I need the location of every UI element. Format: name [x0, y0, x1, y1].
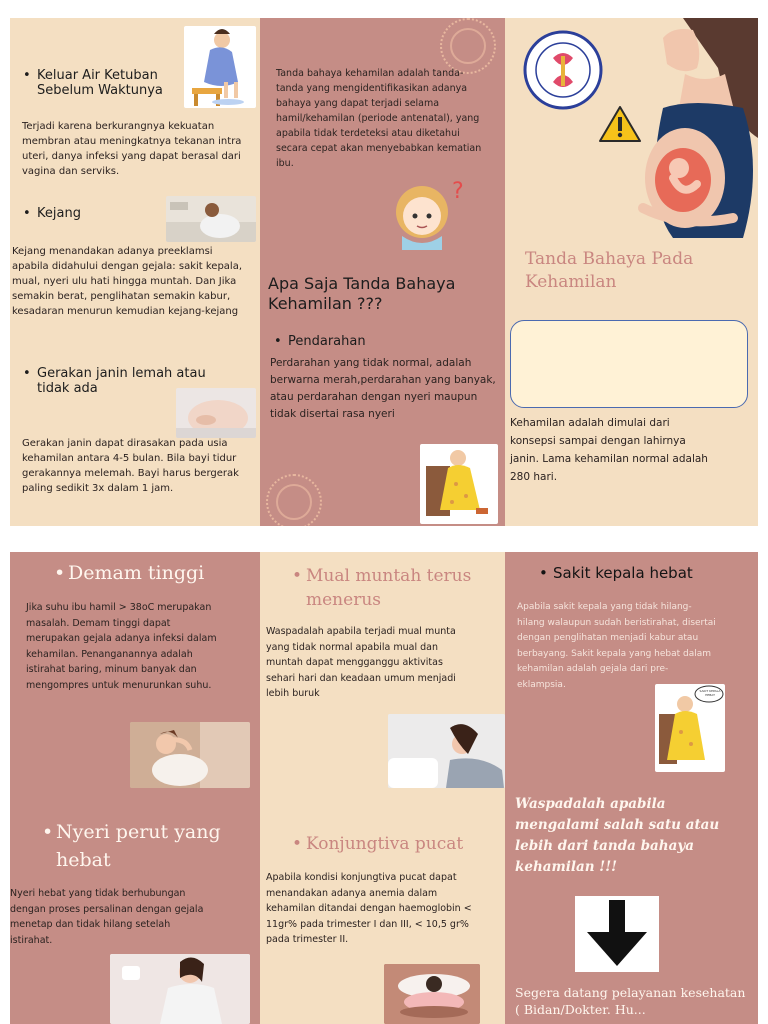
question-heading: Apa Saja Tanda Bahaya Kehamilan ???	[268, 274, 456, 313]
call-to-action: Segera datang pelayanan kesehatan ( Bidan/Dokter. Hu...	[515, 985, 746, 1017]
woman-headache-image	[655, 684, 725, 772]
warning-message: Waspadalah apabila mengalami salah satu atau lebih dari tanda bahaya kehamilan !!!	[515, 796, 720, 875]
down-arrow-icon	[575, 896, 659, 972]
heading-pale-conjunctiva: • Konjungtiva pucat	[306, 832, 502, 856]
heading-amniotic-leak: • Keluar Air Ketuban Sebelum Waktunya	[37, 68, 185, 98]
text-bleeding: Perdarahan yang tidak normal, adalah berwarna merah,perdarahan yang banyak, atau perdarahan dengan nyeri maupun tidak disertai rasa nyeri	[270, 357, 496, 420]
text-pale-conjunctiva: Apabila kondisi konjungtiva pucat dapat menandakan adanya anemia dalam kehamilan ditandai dengan haemoglobin < 11gr% pada trimester I dan III, < 10,5 gr% pada trimester II.	[266, 872, 472, 945]
heading-high-fever: • Demam tinggi	[68, 562, 254, 584]
panel-cover	[505, 18, 758, 526]
panel-danger-signs-3	[260, 552, 505, 1024]
heading-weak-fetal-movement: • Gerakan janin lemah atau tidak ada	[37, 366, 227, 396]
heading-severe-headache: • Sakit kepala hebat	[553, 564, 753, 582]
text-pregnancy-definition: Kehamilan adalah dimulai dari konsepsi sampai dengan lahirnya janin. Lama kehamilan normal adalah 280 hari.	[510, 417, 708, 483]
cover-text-box	[510, 320, 748, 408]
pale-conjunctiva-image	[384, 964, 480, 1024]
panel-introduction	[260, 18, 505, 526]
text-nausea-vomiting: Waspadalah apabila terjadi mual munta yang tidak normal apabila mual dan muntah dapat mengganggu aktivitas sehari hari dan keadaan umum menjadi lebih buruk	[266, 626, 456, 699]
brochure-inside	[10, 552, 758, 1024]
text-severe-abdominal-pain: Nyeri hebat yang tidak berhubungan dengan proses persalinan dengan gejala menetap dan tidak hilang setelah istirahat.	[10, 888, 204, 946]
heading-seizure: • Kejang	[37, 206, 157, 221]
woman-abdominal-pain-image	[110, 954, 250, 1024]
woman-seizure-image	[166, 196, 256, 242]
text-weak-fetal-movement: Gerakan janin dapat dirasakan pada usia kehamilan antara 4-5 bulan. Bila bayi tidur gerakannya melemah. Bayi harus bergerak paling sedikit 3x dalam 1 jam.	[22, 438, 239, 494]
headache-speech-bubble: SAKIT KEPALA HEBAT	[699, 689, 721, 697]
panel-danger-signs-1	[10, 18, 260, 526]
brochure-outside	[10, 18, 758, 526]
svg-text:?: ?	[452, 179, 464, 204]
flower-ornament-icon	[266, 474, 322, 526]
cover-title: Tanda Bahaya Pada Kehamilan	[525, 249, 694, 292]
sheet-separator	[10, 530, 758, 552]
panel-danger-signs-2	[10, 552, 260, 1024]
heading-nausea-vomiting: • Mual muntah terus menerus	[306, 564, 496, 612]
pregnant-woman-illustration	[623, 18, 758, 244]
text-seizure: Kejang menandakan adanya preeklamsi apabila didahului dengan gejala: sakit kepala, mual, nyeri ulu hati hingga muntah. Dan Jika semakin berat, penglihatan semakin kabur, kesadaran menurun kemudian kejang-kejang	[12, 246, 243, 317]
pregnant-belly-image	[176, 388, 256, 438]
institute-logo	[519, 28, 607, 112]
heading-bleeding: • Pendarahan	[288, 334, 408, 349]
text-definition: Tanda bahaya kehamilan adalah tanda-tanda yang mengidentifikasikan adanya bahaya yang dapat terjadi selama hamil/kehamilan (periode antenatal), yang apabila tidak terdeteksi atau diketahui secara cepat akan menyebabkan kematian ibu.	[276, 68, 482, 169]
woman-bleeding-image	[420, 444, 498, 524]
woman-vomiting-image	[388, 714, 505, 788]
text-high-fever: Jika suhu ibu hamil > 38oC merupakan masalah. Demam tinggi dapat merupakan gejala adanya infeksi dalam kehamilan. Penanganannya adalah istirahat baring, minum banyak dan mengompres untuk menurunkan suhu.	[26, 602, 217, 691]
text-severe-headache: Apabila sakit kepala yang tidak hilang-hilang walaupun sudah beristirahat, disertai dengan penglihatan menjadi kabur atau berbayang. Sakit kepala yang hebat dalam kehamilan adalah gejala dari pre-eklampsia.	[517, 602, 716, 690]
woman-fever-image	[130, 722, 250, 788]
heading-severe-abdominal-pain: • Nyeri perut yang hebat	[56, 818, 246, 874]
confused-girl-icon	[388, 176, 472, 250]
panel-danger-signs-4	[505, 552, 758, 1024]
text-amniotic-leak: Terjadi karena berkurangnya kekuatan membran atau meningkatnya tekanan intra uteri, danya infeksi yang dapat berasal dari vagina dan serviks.	[22, 121, 242, 177]
woman-water-breaking-image	[184, 26, 256, 108]
